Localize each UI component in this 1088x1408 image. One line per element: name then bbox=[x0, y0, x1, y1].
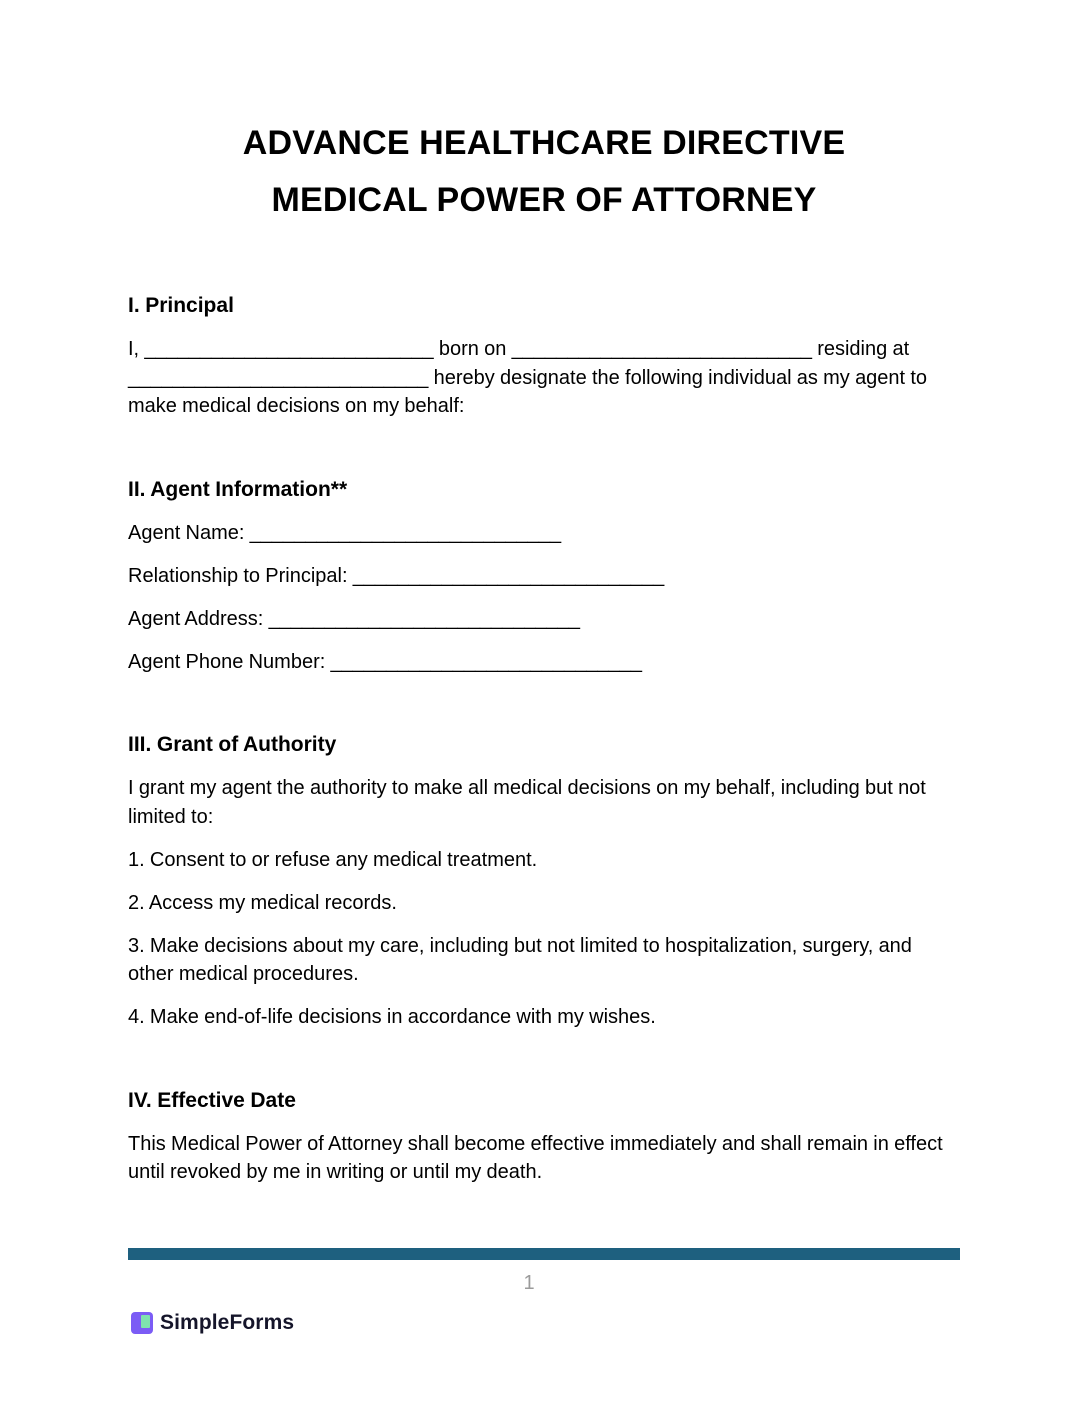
section-effective-date-heading: IV. Effective Date bbox=[128, 1088, 296, 1112]
simpleforms-icon bbox=[131, 1312, 153, 1334]
authority-item-3: 3. Make decisions about my care, including but not limited to hospitalization, surgery, and other medical procedures. bbox=[128, 934, 912, 985]
section-grant-of-authority bbox=[128, 732, 960, 1032]
principal-paragraph: I, __________________________ born on ___________________________ residing at ___________________________ hereby designate the following individual as my agent to make medical decisions on my behalf: bbox=[128, 338, 928, 417]
section-effective-date bbox=[128, 1088, 960, 1187]
authority-item-4: 4. Make end-of-life decisions in accordance with my wishes. bbox=[128, 1006, 656, 1028]
document-title-line2: MEDICAL POWER OF ATTORNEY bbox=[271, 181, 817, 219]
relationship-to-principal-field: Relationship to Principal: ____________________________ bbox=[128, 564, 665, 587]
grant-of-authority-paragraph: I grant my agent the authority to make all medical decisions on my behalf, including but not limited to: bbox=[128, 777, 926, 828]
authority-item-1: 1. Consent to or refuse any medical treatment. bbox=[128, 848, 538, 871]
section-principal bbox=[128, 293, 960, 421]
agent-phone-number-field: Agent Phone Number: ____________________________ bbox=[128, 650, 643, 673]
agent-name-field: Agent Name: ____________________________ bbox=[128, 521, 562, 544]
document-title-line1: ADVANCE HEALTHCARE DIRECTIVE bbox=[242, 124, 846, 162]
document-content bbox=[0, 124, 1088, 1187]
simpleforms-logo bbox=[131, 1311, 294, 1335]
page-number: 1 bbox=[523, 1272, 535, 1294]
section-agent-information bbox=[128, 477, 960, 677]
effective-date-paragraph: This Medical Power of Attorney shall become effective immediately and shall remain in effect until revoked by me in writing or until my death. bbox=[128, 1132, 943, 1183]
section-agent-information-heading: II. Agent Information** bbox=[128, 477, 348, 501]
document-page-glyph bbox=[141, 1315, 150, 1328]
section-grant-of-authority-heading: III. Grant of Authority bbox=[128, 733, 337, 756]
section-principal-heading: I. Principal bbox=[128, 294, 234, 317]
authority-item-2: 2. Access my medical records. bbox=[128, 891, 397, 914]
footer-divider-bar bbox=[128, 1248, 960, 1260]
agent-address-field: Agent Address: ____________________________ bbox=[128, 607, 581, 630]
simpleforms-brand-name: SimpleForms bbox=[160, 1311, 295, 1334]
